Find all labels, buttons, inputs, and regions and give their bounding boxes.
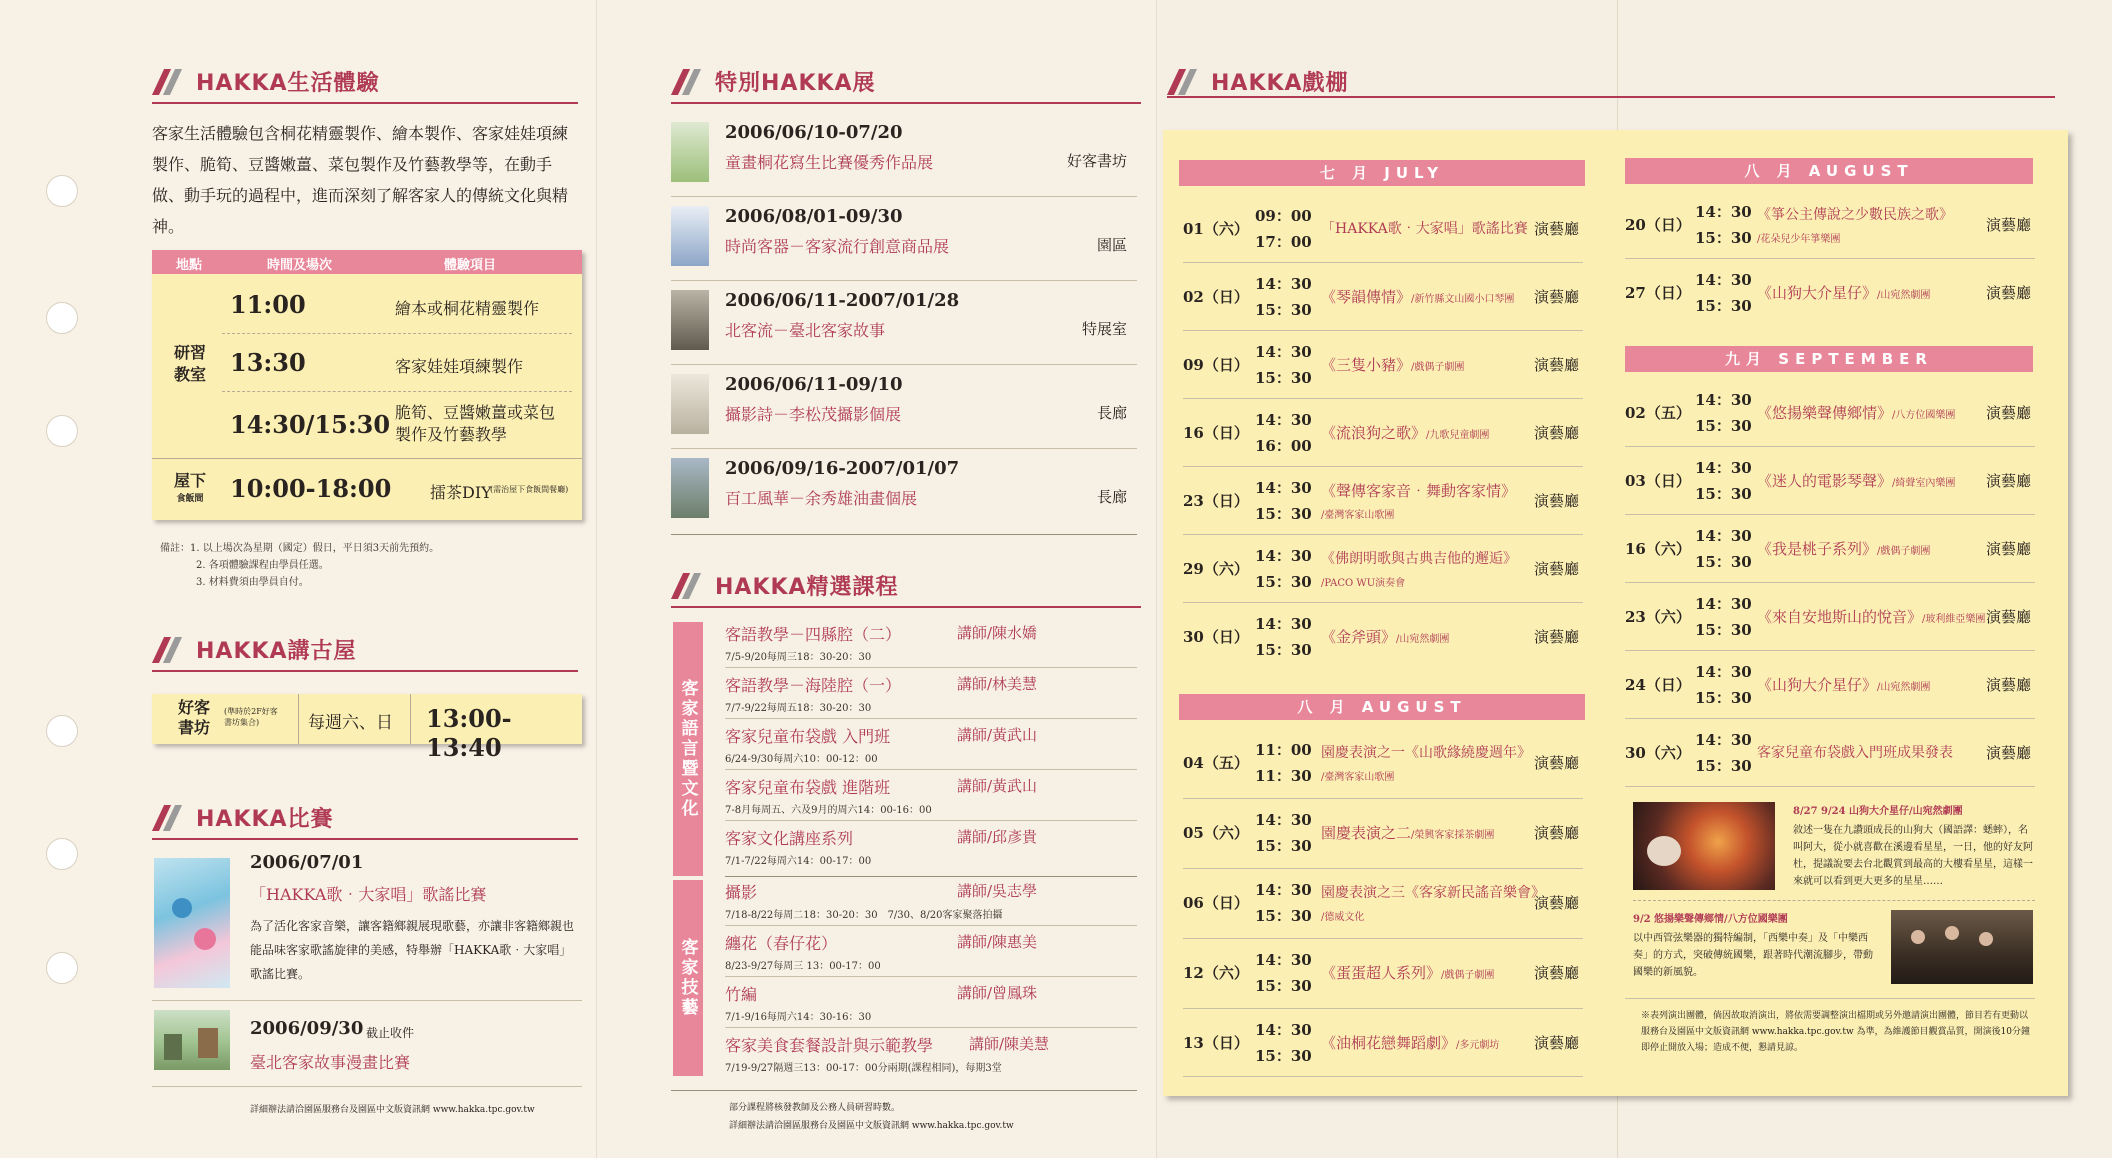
section-title-story: HAKKA講古屋: [152, 634, 357, 665]
performance-row: 16（六） 14：30 15：30 《我是桃子系列》/戲偶子劇團 演藝廳: [1625, 527, 2031, 571]
contest1-date: 2006/07/01: [250, 852, 364, 873]
performance-row: 16（日） 14：30 16：00 《流浪狗之歌》/九歌兒童劇團 演藝廳: [1183, 411, 1579, 455]
exhibition-thumbnail: [671, 206, 709, 266]
slash-icon: [671, 69, 703, 95]
slash-icon: [152, 637, 184, 663]
course-group-language: 客家語言暨文化: [673, 622, 703, 876]
contest1-desc: 為了活化客家音樂，讓客籍鄉親展現歌藝，亦讓非客籍鄉親也能品味客家歌謠旋律的美感，特舉辦「HAKKA歌‧大家唱」歌謠比賽。: [250, 919, 575, 981]
session-item: 繪本或桐花精靈製作: [395, 299, 540, 318]
performance-row: 30（六） 14：30 15：30 客家兒童布袋戲入門班成果發表 演藝廳: [1625, 731, 2031, 775]
location-dining: 屋下: [173, 471, 206, 490]
performance-row: 23（日） 14：30 15：30 《聲傳客家音‧舞動客家情》 /臺灣客家山歌團 演藝廳: [1183, 479, 1579, 523]
exhibition-item: 2006/06/10-07/20 童畫桐花寫生比賽優秀作品展 好客書坊: [671, 112, 1137, 196]
performance-row: 23（六） 14：30 15：30 《來自安地斯山的悅音》/玻利維亞樂團 演藝廳: [1625, 595, 2031, 639]
course-item: 客語教學－海陸腔（一） 講師/林美慧 7/7-9/22每周五18：30-20：30: [725, 675, 1038, 714]
story-schedule: 好客書坊 (準時於2F好客書坊集合) 每週六、日 13:00-13:40: [152, 694, 582, 744]
slash-icon: [152, 69, 184, 95]
performance-row: 04（五） 11：00 11：30 園慶表演之一《山歌緣繞慶週年》 /臺灣客家山歌團 演藝廳: [1183, 741, 1579, 785]
section-rule: [152, 838, 578, 840]
performance-row: 20（日） 14：30 15：30 《箏公主傳說之少數民族之歌》 /花朵兒少年箏樂團 演藝廳: [1625, 203, 2031, 247]
month-header-august-right: 八 月 AUGUST: [1625, 158, 2033, 184]
contest-poster-image: [154, 858, 230, 988]
performance-row: 30（日） 14：30 15：30 《金斧頭》/山宛然劇團 演藝廳: [1183, 615, 1579, 659]
course-item: 纏花（春仔花） 講師/陳惠美 8/23-9/27每周三 13：00-17：00: [725, 933, 1038, 972]
performance-row: 03（日） 14：30 15：30 《迷人的電影琴聲》/綺聲室內樂團 演藝廳: [1625, 459, 2031, 503]
performance-row: 09（日） 14：30 15：30 《三隻小豬》/戲偶子劇團 演藝廳: [1183, 343, 1579, 387]
slash-icon: [152, 805, 184, 831]
session-item: 脆筍、豆醬嫩薑或菜包製作及竹藝教學: [395, 403, 556, 444]
course-item: 攝影 講師/吳志學 7/18-8/22每周二18：30-20：30 7/30、8/20客家聚落拍攝: [725, 882, 1038, 921]
section-rule: [671, 606, 1141, 608]
course-item: 客家兒童布袋戲 進階班 講師/黃武山 7-8月每周五、六及9月的周六14：00-16：00: [725, 777, 1038, 816]
binder-hole: [46, 952, 78, 984]
section-rule: [671, 102, 1141, 104]
course-item: 客家兒童布袋戲 入門班 講師/黃武山 6/24-9/30每周六10：00-12：00: [725, 726, 1038, 765]
performance-row: 27（日） 14：30 15：30 《山狗大介星仔》/山宛然劇團 演藝廳: [1625, 271, 2031, 315]
binder-hole: [46, 302, 78, 334]
feature2-heading: 9/2 悠揚樂聲傳鄉情/八方位國樂團: [1633, 914, 1788, 925]
section-title-contest: HAKKA比賽: [152, 802, 334, 833]
section-rule: [1167, 96, 2055, 98]
session-time: 14:30/15:30: [230, 410, 391, 439]
section-title-exhibition: 特別HAKKA展: [671, 66, 876, 97]
contest-footer: 詳細辦法請洽園區服務台及園區中文版資訊網 www.hakka.tpc.gov.tw: [250, 1105, 535, 1115]
exhibition-item: 2006/06/11-09/10 攝影詩－李松茂攝影個展 長廊: [671, 364, 1137, 448]
binder-hole: [46, 175, 78, 207]
performance-row: 29（六） 14：30 15：30 《佛朗明歌與古典吉他的邂逅》 /PACO WU演奏會 演藝廳: [1183, 547, 1579, 591]
session-item: 擂茶DIY: [430, 483, 492, 502]
performance-row: 13（日） 14：30 15：30 《油桐花戀舞蹈劇》/多元劇坊 演藝廳: [1183, 1021, 1579, 1065]
feature1-text: 敘述一隻在九讚頭成長的山狗大（國語譯：蟋蟀），名叫阿大，從小就喜歡在溪邊看星星，一日，他的好友阿杜，提議說要去台北觀賞到最高的大樓看星星，這樣一來就可以看到更大更多的星星……: [1793, 825, 2033, 887]
binder-hole: [46, 715, 78, 747]
course-item: 竹編 講師/曾鳳珠 7/1-9/16每周六14：30-16：30: [725, 984, 1038, 1023]
orchestra-photo: [1891, 910, 2033, 984]
exhibition-thumbnail: [671, 458, 709, 518]
session-item: 客家娃娃項練製作: [395, 357, 524, 376]
month-header-july: 七 月 JULY: [1179, 160, 1585, 186]
performance-row: 02（五） 14：30 15：30 《悠揚樂聲傳鄉情》/八方位國樂團 演藝廳: [1625, 391, 2031, 435]
theater-schedule-board: [1163, 130, 2068, 1096]
session-time: 13:30: [230, 348, 306, 377]
exhibition-item: 2006/08/01-09/30 時尚客器－客家流行創意商品展 園區: [671, 196, 1137, 280]
course-item: 客語教學－四縣腔（二） 講師/陳水嬌 7/5-9/20每周三18：30-20：30: [725, 624, 1038, 663]
panel-life-experience: HAKKA生活體驗 客家生活體驗包含桐花精靈製作、繪本製作、客家娃娃項練製作、脆筍、豆醬嫩薑、菜包製作及竹藝教學等，在動手做、動手玩的過程中，進而深刻了解客家人的傳統文化與精神。 地點 時間及場次 體驗項目 研習教室 11:00 繪本或桐花精靈製作 13:30 客家娃娃項練製作 14:30/15:30 脆筍、豆醬嫩薑或菜包製作及竹藝教學 屋下 食飯間 10:00-18:00 擂茶DIY (需治屋下食飯間餐廳) 備註：1. 以上場次為星期（國定）假日，平日須3天前先預約。 2. 各項體驗課程由學員任選。 3. 材料費須由學員自付。 HAKKA講古屋 好客書坊 (準時於2F好客書坊集合) 每週六、日 13:00-13:40 HAKKA比賽 2006/07/01 「HAKKA歌‧大家唱」歌謠比賽 為了活化客家音樂，讓客籍鄉親展現歌藝，亦讓非客籍鄉親也能品味客家歌謠旋律的美感，特舉辦「HAKKA歌‧大家唱」歌謠比賽。 2006/09/30 截止收件 臺北客家故事漫畫比賽 詳細辦法請洽園區服務台及園區中文版資訊網 www.hakka.tpc.gov.tw: [0, 0, 596, 1158]
month-header-september: 九月 SEPTEMBER: [1625, 346, 2033, 372]
performance-row: 02（日） 14：30 15：30 《琴韻傳情》/新竹縣文山國小口琴團 演藝廳: [1183, 275, 1579, 319]
exhibition-item: 2006/06/11-2007/01/28 北客流－臺北客家故事 特展室: [671, 280, 1137, 364]
performance-row: 12（六） 14：30 15：30 《蛋蛋超人系列》/戲偶子劇團 演藝廳: [1183, 951, 1579, 995]
contest2-title: 臺北客家故事漫畫比賽: [250, 1053, 411, 1072]
course-group-craft: 客家技藝: [673, 880, 703, 1076]
contest2-date: 2006/09/30: [250, 1018, 364, 1039]
binder-hole: [46, 838, 78, 870]
performance-row: 01（六） 09：00 17：00 「HAKKA歌‧大家唱」歌謠比賽 演藝廳: [1183, 207, 1579, 251]
performance-row: 06（日） 14：30 15：30 園慶表演之三《客家新民謠音樂會》 /德威文化 演藝廳: [1183, 881, 1579, 925]
feature1-heading: 8/27 9/24 山狗大介星仔/山宛然劇團: [1793, 806, 1963, 817]
exhibition-thumbnail: [671, 290, 709, 350]
slash-icon: [1167, 69, 1199, 95]
performance-row: 05（六） 14：30 15：30 園慶表演之二/榮興客家採茶劇團 演藝廳: [1183, 811, 1579, 855]
section-title-courses: HAKKA精選課程: [671, 570, 899, 601]
month-header-august: 八 月 AUGUST: [1179, 694, 1585, 720]
exhibition-thumbnail: [671, 374, 709, 434]
section-title-life: HAKKA生活體驗: [152, 66, 380, 97]
panel-exhibition-courses: 特別HAKKA展 2006/06/10-07/20 童畫桐花寫生比賽優秀作品展 好客書坊 2006/08/01-09/30 時尚客器－客家流行創意商品展 園區 2006/06/11-2007/01/28 北客流－臺北客家故事 特展室 2006/06/11-09/10 攝影詩－李松茂攝影個展 長廊 2006/09/16-2007/01/07 百工風華－余秀雄油畫個展 長廊 HAKKA精選課程 客家語言暨文化 客家技藝 客語教學－四縣腔（二） 講師/陳水嬌 7/5-9/20每周三18：30-20：30 客語教學－海陸腔（一） 講師/林美慧 7/7-9/22每周五18：30-20：30 客家兒童布袋戲 入門班 講師/黃武山 6/24-9/30每周六10：00-12：00 客家兒童布袋戲 進階班 講師/黃武山 7-8月每周五、六及9月的周六14：00-16：00 客家文化講座系列 講師/邱彥貴 7/1-7/22每周六14：00-17：00 攝影 講師/吳志學 7/18-8/22每周二18：30-20：30 7/30、8/20客家聚落拍攝 纏花（春仔花） 講師/陳惠美 8/23-9/27每周三 13：00-17：00 竹編 講師/曾鳳珠 7/1-9/16每周六14：30-16：30 客家美食套餐設計與示範教學 講師/陳美慧 7/19-9/27隔週三13：00-17：00分兩期(課程相同)，每期3堂 部分課程將核發教師及公務人員研習時數。 詳細辦法請洽園區服務台及園區中文版資訊網 www.hakka.tpc.gov.tw: [596, 0, 1157, 1158]
course-item: 客家文化講座系列 講師/邱彥貴 7/1-7/22每周六14：00-17：00: [725, 828, 1038, 867]
section-title-theater: HAKKA戲棚: [1167, 66, 1349, 97]
contest1-title: 「HAKKA歌‧大家唱」歌謠比賽: [250, 885, 487, 904]
session-time: 10:00-18:00: [230, 474, 392, 503]
theater-footnote: ※表列演出團體，倘因故取消演出，將依需要調整演出檔期或另外邀請演出團體，節目若有更動以服務台及園區中文版資訊網 www.hakka.tpc.gov.tw 為準，為維護節目觀賞品質，開演後10分鐘即停止開放入場；造成不便，懇請見諒。: [1641, 1011, 2031, 1053]
course-item: 客家美食套餐設計與示範教學 講師/陳美慧 7/19-9/27隔週三13：00-17：00分兩期(課程相同)，每期3堂: [725, 1035, 1050, 1074]
slash-icon: [671, 573, 703, 599]
life-schedule-table: 地點 時間及場次 體驗項目 研習教室 11:00 繪本或桐花精靈製作 13:30 客家娃娃項練製作 14:30/15:30 脆筍、豆醬嫩薑或菜包製作及竹藝教學 屋下 食飯間 10:00-18:00 擂茶DIY (需治屋下食飯間餐廳): [152, 250, 582, 520]
location-classroom: 研習教室: [173, 343, 206, 384]
table-header: 地點 時間及場次 體驗項目: [152, 250, 582, 274]
life-notes: 備註：1. 以上場次為星期（國定）假日，平日須3天前先預約。 2. 各項體驗課程由學員任選。 3. 材料費須由學員自付。: [160, 543, 440, 588]
feature2-text: 以中西管弦樂器的獨特編制，「西樂中奏」及「中樂西奏」的方式，突破傳統國樂，跟著時代潮流腳步，帶動國樂的新風貌。: [1633, 933, 1873, 978]
performance-row: 24（日） 14：30 15：30 《山狗大介星仔》/山宛然劇團 演藝廳: [1625, 663, 2031, 707]
section-rule: [152, 670, 578, 672]
contest-comic-image: [154, 1010, 230, 1070]
binder-hole: [46, 415, 78, 447]
exhibition-thumbnail: [671, 122, 709, 182]
section-rule: [152, 102, 578, 104]
puppet-show-photo: [1633, 802, 1775, 890]
exhibition-item: 2006/09/16-2007/01/07 百工風華－余秀雄油畫個展 長廊: [671, 448, 1137, 532]
session-time: 11:00: [230, 290, 306, 319]
life-intro: 客家生活體驗包含桐花精靈製作、繪本製作、客家娃娃項練製作、脆筍、豆醬嫩薑、菜包製作及竹藝教學等，在動手做、動手玩的過程中，進而深刻了解客家人的傳統文化與精神。: [152, 124, 569, 236]
